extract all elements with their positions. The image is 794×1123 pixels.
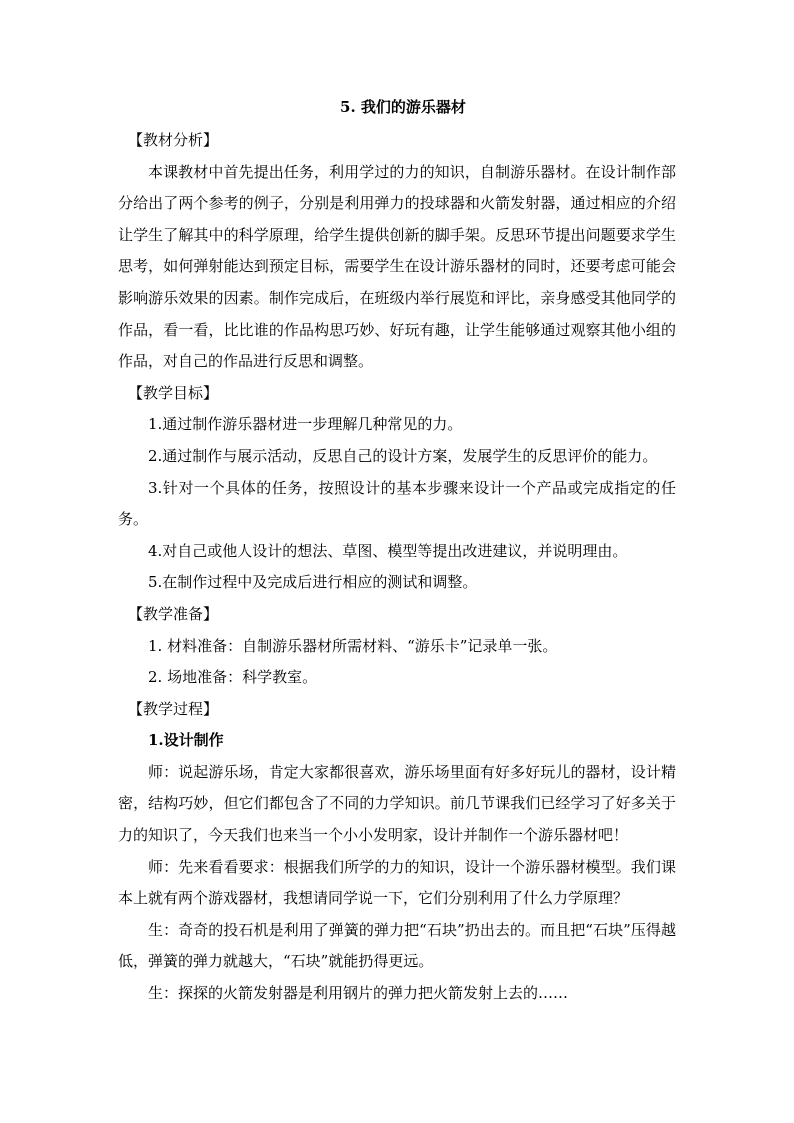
section-heading-preparation: 【教学准备】	[128, 604, 219, 623]
document-page	[118, 93, 676, 1010]
goal-item-5: 5.在制作过程中及完成后进行相应的测试和调整。	[148, 573, 478, 592]
section-heading-goals: 【教学目标】	[128, 383, 219, 402]
process-paragraph-1: 师：说起游乐场，肯定大家都很喜欢，游乐场里面有好多好玩儿的器材，设计精密，结构巧妙，但它们都包含了不同的力学知识。前几节课我们已经学习了好多关于力的知识了，今天我们也来当一个小小发明家，设计并制作一个游乐器材吧！	[118, 762, 676, 845]
preparation-item-2: 2. 场地准备：科学教室。	[148, 668, 318, 687]
preparation-item-1: 1. 材料准备：自制游乐器材所需材料、“游乐卡”记录单一张。	[148, 636, 558, 655]
process-paragraph-3: 生：奇奇的投石机是利用了弹簧的弹力把“石块”扔出去的。而且把“石块”压得越低，弹簧的弹力就越大，“石块”就能扔得更远。	[118, 920, 676, 971]
goal-item-4: 4.对自己或他人设计的想法、草图、模型等提出改进建议，并说明理由。	[148, 541, 628, 560]
goal-item-1: 1.通过制作游乐器材进一步理解几种常见的力。	[148, 415, 463, 434]
goal-item-2: 2.通过制作与展示活动，反思自己的设计方案，发展学生的反思评价的能力。	[148, 446, 658, 465]
document-title: 5. 我们的游乐器材	[340, 98, 466, 116]
section-heading-process: 【教学过程】	[128, 699, 219, 718]
process-paragraph-2: 师：先来看看要求：根据我们所学的力的知识，设计一个游乐器材模型。我们课本上就有两个游戏器材，我想请同学说一下，它们分别利用了什么力学原理？	[118, 857, 676, 908]
analysis-paragraph: 本课教材中首先提出任务，利用学过的力的知识，自制游乐器材。在设计制作部分给出了两个参考的例子，分别是利用弹力的投球器和火箭发射器，通过相应的介绍让学生了解其中的科学原理，给学生提供创新的脚手架。反思环节提出问题要求学生思考，如何弹射能达到预定目标，需要学生在设计游乐器材的同时，还要考虑可能会影响游乐效果的因素。制作完成后，在班级内举行展览和评比，亲身感受其他同学的作品，看一看，比比谁的作品构思巧妙、好玩有趣，让学生能够通过观察其他小组的作品，对自己的作品进行反思和调整。	[118, 162, 676, 371]
process-paragraph-4: 生：探探的火箭发射器是利用钢片的弹力把火箭发射上去的……	[148, 984, 569, 1003]
goal-item-3: 3.针对一个具体的任务，按照设计的基本步骤来设计一个产品或完成指定的任务。	[118, 478, 676, 529]
process-subheading: 1.设计制作	[148, 731, 224, 750]
section-heading-analysis: 【教材分析】	[128, 131, 219, 149]
